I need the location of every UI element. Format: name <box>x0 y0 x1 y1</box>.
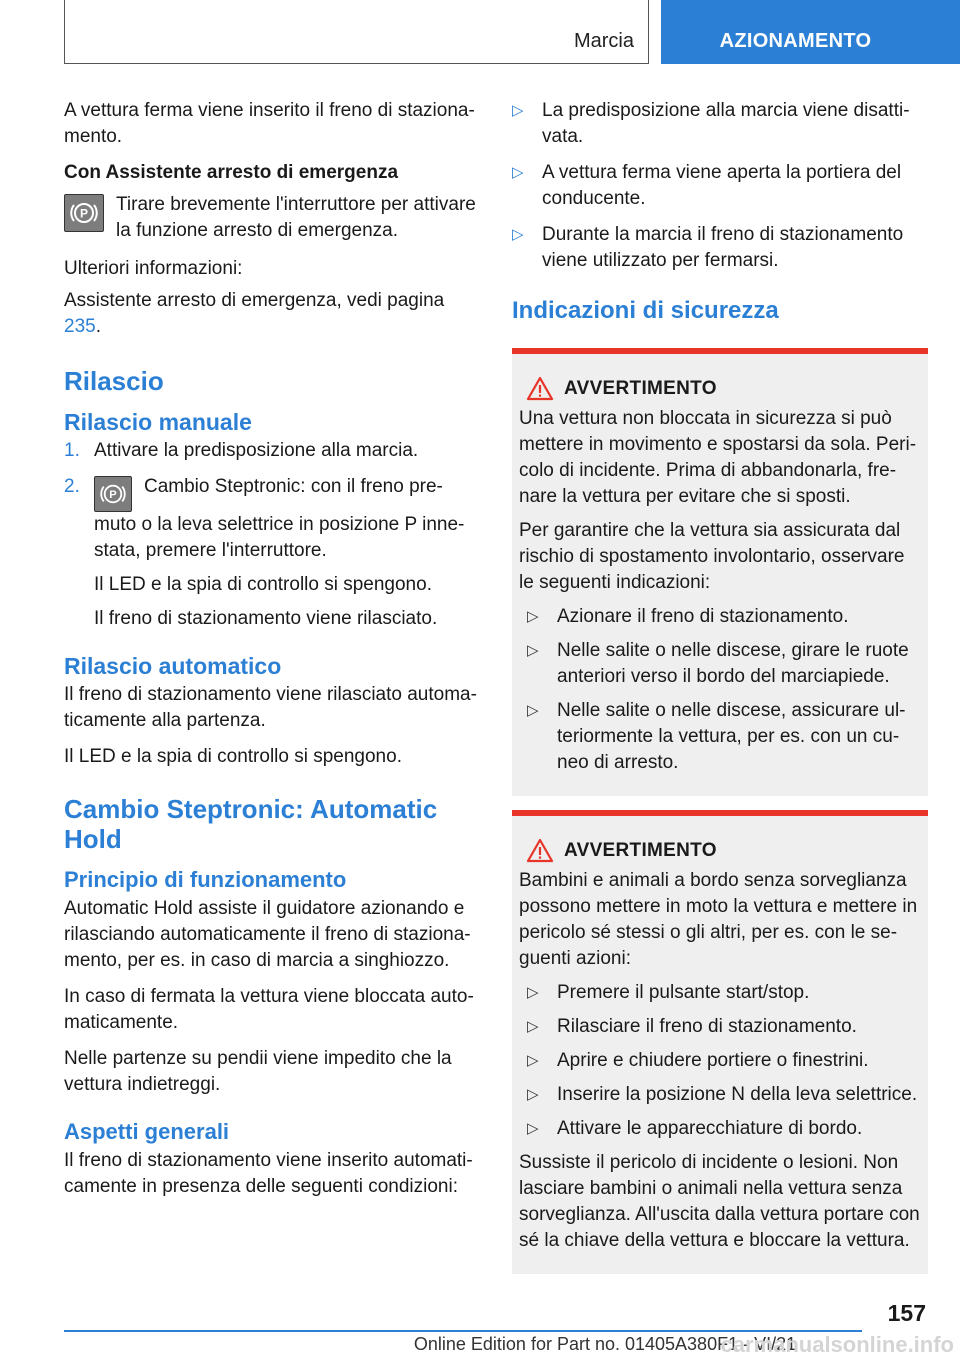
step-item <box>64 474 478 632</box>
release-steps <box>64 438 478 632</box>
page-number: 157 <box>887 1300 926 1326</box>
principle-paragraph: Nelle partenze su pendii viene impedito che la vettura indietreggi. <box>64 1048 452 1095</box>
step-sub-text: Il LED e la spia di controllo si spengono. <box>94 574 432 595</box>
svg-text:P: P <box>109 489 117 502</box>
step-item <box>64 438 478 464</box>
triangle-marker-icon: ▷ <box>527 984 539 1001</box>
list-item: ▷ La predisposizione alla marcia viene disattivata. <box>512 98 928 150</box>
parking-brake-icon <box>64 194 104 232</box>
step-text: Cambio Steptronic: con il freno premuto o la leva selettrice in posizione P innestata, premere l'interruttore. <box>94 476 465 561</box>
principle-paragraph: In caso di fermata la vettura viene bloccata automaticamente. <box>64 986 474 1033</box>
warning-paragraph: Una vettura non bloccata in sicurezza si può mettere in movimento e spostarsi da sola. Pericolo di incidente. Prima di abbandonarla, frenare la vettura per evitare che si sposti. <box>519 408 917 507</box>
list-item: ▷ Nelle salite o nelle discese, girare le ruote anteriori verso il bordo del marciapiede. <box>527 638 921 690</box>
header-section-title: Marcia <box>573 30 634 52</box>
header-chapter-title: AZIONAMENTO <box>719 30 872 52</box>
triangle-marker-icon: ▷ <box>527 1052 539 1069</box>
watermark: carmanualsonline.info <box>720 1332 954 1357</box>
emergency-heading: Con Assistente arresto di emergenza <box>64 162 399 183</box>
warning-title: AVVERTIMENTO <box>564 378 717 399</box>
list-item: ▷ A vettura ferma viene aperta la portiera del conducente. <box>512 160 928 212</box>
triangle-marker-icon: ▷ <box>527 642 539 659</box>
list-item: ▷ Azionare il freno di stazionamento. <box>527 604 921 630</box>
header-chapter-tab <box>661 0 960 64</box>
intro-paragraph: A vettura ferma viene inserito il freno di stazionamento. <box>64 100 475 147</box>
triangle-marker-icon: ▷ <box>512 226 524 243</box>
right-column <box>512 98 928 1274</box>
heading-aspetti-generali: Aspetti generali <box>64 1119 230 1144</box>
principle-paragraph: Automatic Hold assiste il guidatore azionando e rilasciando automaticamente il freno di stazionamento, per es. in caso di marcia a singhiozzo. <box>64 898 471 971</box>
heading-rilascio-automatico: Rilascio automatico <box>64 653 282 679</box>
warning-triangle-icon <box>524 838 556 864</box>
svg-text:P: P <box>79 206 89 221</box>
info-end: . <box>95 316 101 337</box>
triangle-marker-icon: ▷ <box>527 1086 539 1103</box>
list-item: ▷ Durante la marcia il freno di stazionamento viene utilizzato per fermarsi. <box>512 222 928 274</box>
warning-box <box>512 810 928 1274</box>
info-page-link[interactable]: 235 <box>64 316 96 337</box>
warning-title-row <box>519 838 921 864</box>
warning-paragraph: Bambini e animali a bordo senza sorveglianza possono mettere in moto la vettura e mettere in pericolo sé stessi o gli altri, per es. con le seguenti azioni: <box>519 870 918 969</box>
list-item: ▷ Aprire e chiudere portiere o finestrini. <box>527 1048 921 1074</box>
info-paragraph <box>64 288 478 340</box>
warning-list <box>527 980 921 1142</box>
step-sub-text: Il freno di stazionamento viene rilasciato. <box>94 608 438 629</box>
list-item: ▷ Rilasciare il freno di stazionamento. <box>527 1014 921 1040</box>
step-body <box>94 474 478 632</box>
parking-brake-icon <box>94 476 132 512</box>
emergency-row <box>64 192 478 244</box>
conditions-list <box>512 98 928 274</box>
auto-paragraph: Il freno di stazionamento viene rilasciato automaticamente alla partenza. <box>64 684 477 731</box>
heading-automatic-hold: Cambio Steptronic: Automatic Hold <box>64 794 438 854</box>
heading-rilascio-manuale: Rilascio manuale <box>64 409 252 435</box>
step-text: Attivare la predisposizione alla marcia. <box>94 440 419 461</box>
info-label: Ulteriori informazioni: <box>64 258 243 279</box>
warning-box <box>512 348 928 796</box>
heading-rilascio: Rilascio <box>64 366 164 396</box>
triangle-marker-icon: ▷ <box>527 608 539 625</box>
heading-sicurezza: Indicazioni di sicurezza <box>512 297 779 324</box>
list-item: ▷ Premere il pulsante start/stop. <box>527 980 921 1006</box>
warning-paragraph: Per garantire che la vettura sia assicurata dal rischio di spostamento involontario, osservare le seguenti indicazioni: <box>519 520 905 593</box>
triangle-marker-icon: ▷ <box>527 1120 539 1137</box>
warning-triangle-icon <box>524 376 556 402</box>
triangle-marker-icon: ▷ <box>527 1018 539 1035</box>
warning-title: AVVERTIMENTO <box>564 840 717 861</box>
auto-paragraph: Il LED e la spia di controllo si spengono. <box>64 746 402 767</box>
triangle-marker-icon: ▷ <box>512 164 524 181</box>
emergency-text: Tirare brevemente l'interruttore per attivare la funzione arresto di emergenza. <box>116 194 476 241</box>
triangle-marker-icon: ▷ <box>512 102 524 119</box>
step-number: 2. <box>64 476 80 497</box>
step-number: 1. <box>64 440 80 461</box>
warning-paragraph: Sussiste il pericolo di incidente o lesioni. Non lasciare bambini o animali nella vettura senza sorveglianza. All'uscita dalla vettura portare con sé la chiave della vettura e bloccare la vettura. <box>519 1152 920 1251</box>
warning-title-row <box>519 376 921 402</box>
info-text: Assistente arresto di emergenza, vedi pagina <box>64 290 445 311</box>
left-column <box>64 98 478 1210</box>
header-section-box <box>64 0 649 64</box>
warning-list <box>527 604 921 776</box>
footer-edition: Online Edition for Part no. 01405A380F1 - VI/21 <box>413 1334 797 1354</box>
triangle-marker-icon: ▷ <box>527 702 539 719</box>
list-item: ▷ Nelle salite o nelle discese, assicurare ulteriormente la vettura, per es. con un cuneo di arresto. <box>527 698 921 776</box>
list-item: ▷ Attivare le apparecchiature di bordo. <box>527 1116 921 1142</box>
general-paragraph: Il freno di stazionamento viene inserito automaticamente in presenza delle seguenti condizioni: <box>64 1150 473 1197</box>
list-item: ▷ Inserire la posizione N della leva selettrice. <box>527 1082 921 1108</box>
heading-principio: Principio di funzionamento <box>64 867 347 892</box>
